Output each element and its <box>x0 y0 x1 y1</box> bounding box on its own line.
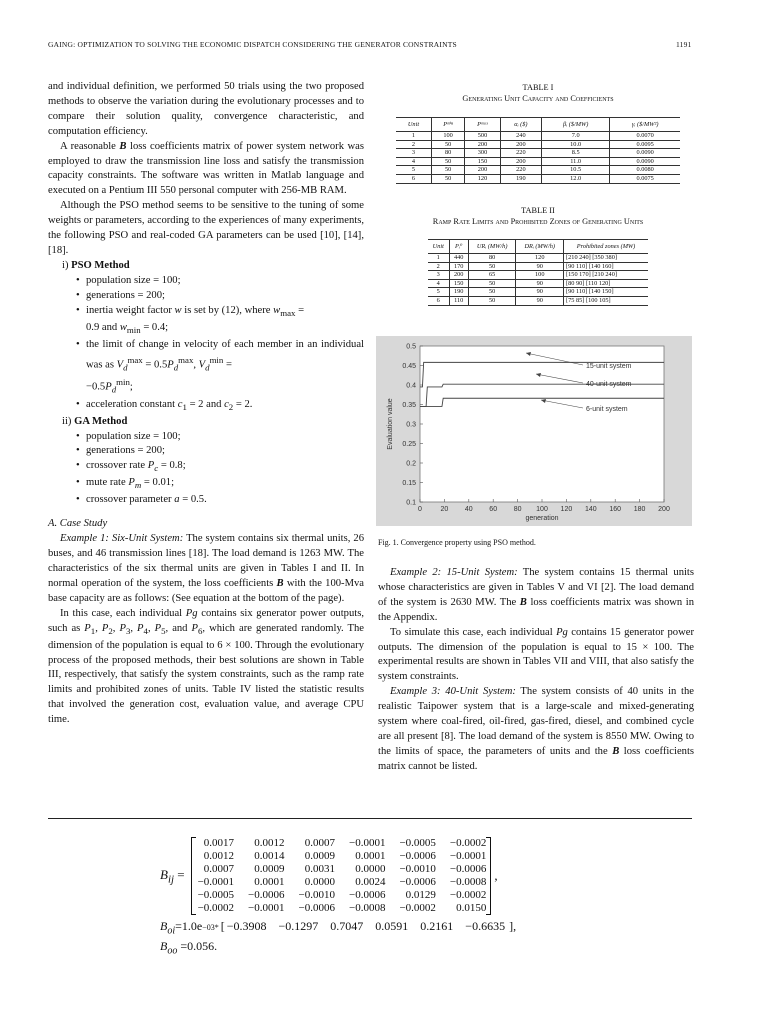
b-matrix-equation: $B_{ij}$ = 0.0017 0.0012 0.0007 −0.0001 −0.0005 −0.0002 0.0012 0.0014 0.0009 0.0001 −0.0006 −0.0001 0.0007 0.0009 0.0031 0.0000 −0.0010 −0.0006 −0.0001 0.0001 0.0000 0.0024 −0.0006 −0.0008 −0.0005 −0.0006 −0.0010 −0.0006 0.0129 −0.0002 −0.0002 −0.0001 −0.0006 −0.0008 −0.0002 0.0150 , $B_{oi}$ =1.0e −03* [ −0.3908 −0.1297 0.7047 0.0591 0.2161 −0.6635 ], $B_{oo} =0.056$. <box>160 837 517 957</box>
matrix-cell: 0.0129 <box>405 889 436 901</box>
table-cell: 220 <box>500 149 541 158</box>
table-cell: 500 <box>465 132 501 141</box>
y-tick-label: 0.25 <box>402 441 416 448</box>
matrix-cell: −0.0001 <box>197 876 235 888</box>
section-title: PSO Method <box>71 259 130 271</box>
page-number: 1191 <box>676 40 692 49</box>
matrix-cell: 0.0009 <box>254 863 285 875</box>
table-cell: [75 85] [100 105] <box>564 296 648 305</box>
table-cell: [150 170] [210 240] <box>564 271 648 280</box>
table-cell: 120 <box>516 254 564 263</box>
table-cell: 110 <box>449 296 468 305</box>
matrix-cell: 0.0007 <box>304 837 335 849</box>
table-cell: 50 <box>431 140 464 149</box>
paragraph: and individual definition, we performed 50 trials using the two proposed methods to observe the variation during the evolutionary processes and to compare their solution quality, convergence characteristic, and computation efficiency. <box>48 81 364 137</box>
table-row <box>428 288 648 297</box>
x-tick-label: 120 <box>560 506 573 513</box>
matrix-row <box>196 863 487 876</box>
matrix-row <box>196 850 487 863</box>
table-cell: 90 <box>516 288 564 297</box>
matrix-cell: −0.0008 <box>348 902 386 914</box>
boi-equation: $B_{oi}$ =1.0e −03* [ −0.3908 −0.1297 0.7047 0.0591 0.2161 −0.6635 ], <box>160 919 517 937</box>
table-cell: 10.0 <box>541 140 609 149</box>
table-row <box>428 279 648 288</box>
boi-value: 0.7047 <box>330 919 364 933</box>
matrix-cell: 0.0031 <box>304 863 335 875</box>
table-cell: 200 <box>500 140 541 149</box>
table-cell: 0.0080 <box>610 166 680 175</box>
table-1 <box>388 82 688 184</box>
paragraph <box>48 140 364 200</box>
table-cell: 300 <box>465 149 501 158</box>
column-header: Prohibited zones (MW) <box>564 240 648 254</box>
boi-value: 0.2161 <box>420 919 454 933</box>
paragraph: In this case, each individual Pg contains six generator power outputs, such as $P_1$, $P_2$, $P_3$, $P_4$, $P_5$, and $P_6$, which are generated randomly. The dimension of the population is equal to 6 × 100. Through the evolutionary process of the proposed methods, their best solutions are shown in Table III, respectively, that satisfy the system constraints, such as the ramp rate limits and prohibited zones of units. Table IV listed the statistic results that involved the generation cost, evaluation value, and average CPU time. <box>48 607 364 726</box>
table-cell: 190 <box>500 174 541 183</box>
y-tick-label: 0.45 <box>402 363 416 370</box>
column-header: Pᵐⁱⁿ <box>431 118 464 132</box>
table-row <box>396 149 680 158</box>
y-tick-label: 0.4 <box>406 382 416 390</box>
matrix-cell: −0.0005 <box>197 889 235 901</box>
table-cell: 2 <box>428 262 449 271</box>
table-cell: 0.0090 <box>610 149 680 158</box>
table-cell: 200 <box>465 140 501 149</box>
subsection-heading: A. Case Study <box>48 518 108 530</box>
list-item: • the limit of change in velocity of each member in an individual was as $V_d^{max} = 0.5P_d^{max}$, $V_d^{min}$ = $-0.5P_d^{min}$; <box>76 338 364 398</box>
column-header: γᵢ ($/MW²) <box>610 118 680 132</box>
table-cell: 170 <box>449 262 468 271</box>
matrix-cell: −0.0001 <box>248 902 285 914</box>
matrix-cell: 0.0150 <box>456 902 487 914</box>
list-item: • inertia weight factor w is set by (12), where $w_{max}$ = 0.9 and $w_{min} = 0.4$; <box>76 304 364 338</box>
table-cell: [90 110] [140 150] <box>564 288 648 297</box>
table-cell: 1 <box>396 132 431 141</box>
table-row <box>428 254 648 263</box>
list-item: • population size = 100; <box>76 430 364 445</box>
column-header: αᵢ ($) <box>500 118 541 132</box>
table-cell: 90 <box>516 296 564 305</box>
matrix-cell: −0.0008 <box>449 876 487 888</box>
matrix-cell: 0.0024 <box>355 876 386 888</box>
table-cell: 5 <box>428 288 449 297</box>
table-cell: 50 <box>468 262 516 271</box>
x-tick-label: 60 <box>489 506 498 513</box>
table-row <box>396 157 680 166</box>
table-cell: 8.5 <box>541 149 609 158</box>
table-row <box>428 262 648 271</box>
table-cell: 65 <box>468 271 516 280</box>
table-cell: 90 <box>516 279 564 288</box>
table-label: TABLE I <box>522 83 554 92</box>
boi-value: −0.3908 <box>226 919 267 933</box>
figure-caption: Fig. 1. Convergence property using PSO method. <box>378 538 536 547</box>
table-cell: 3 <box>428 271 449 280</box>
table-cell: 150 <box>465 157 501 166</box>
table-cell: 5 <box>396 166 431 175</box>
table-cell: 150 <box>449 279 468 288</box>
column-header: URᵢ (MW/h) <box>468 240 516 254</box>
table-cell: 190 <box>449 288 468 297</box>
table-cell: 50 <box>431 157 464 166</box>
separator <box>48 818 692 819</box>
table-cell: 1 <box>428 254 449 263</box>
table-cell: 0.0095 <box>610 140 680 149</box>
list-item: • acceleration constant $c_1 = 2$ and $c_2 = 2$. <box>76 398 364 415</box>
section-label: ii) <box>62 415 72 427</box>
matrix-cell: 0.0007 <box>203 863 235 875</box>
pso-parameter-list <box>62 274 364 415</box>
y-axis-label: Evaluation value <box>387 398 394 450</box>
x-tick-label: 100 <box>536 506 548 513</box>
matrix-cell: 0.0001 <box>355 850 386 862</box>
matrix-cell: 0.0012 <box>203 850 235 862</box>
table-cell: 220 <box>500 166 541 175</box>
bij-label: $B_{ij}$ = <box>160 866 185 886</box>
table-cell: 50 <box>468 279 516 288</box>
list-item: • generations = 200; <box>76 289 364 304</box>
table-cell: 0.0090 <box>610 157 680 166</box>
table-cell: 120 <box>465 174 501 183</box>
y-tick-label: 0.15 <box>402 480 416 487</box>
table-cell: 80 <box>468 254 516 263</box>
table-row <box>428 271 648 280</box>
table-row <box>396 132 680 141</box>
matrix <box>191 837 492 915</box>
table-label: TABLE II <box>521 206 555 215</box>
x-tick-label: 200 <box>658 506 670 513</box>
convergence-figure <box>376 336 692 526</box>
matrix-row <box>196 876 487 889</box>
matrix-row <box>196 889 487 902</box>
x-tick-label: 140 <box>584 506 597 513</box>
matrix-cell: 0.0001 <box>254 876 285 888</box>
table-cell: 0.0070 <box>636 132 654 139</box>
table-cell: 11.0 <box>541 157 609 166</box>
table-cell: 100 <box>516 271 564 280</box>
x-tick-label: 180 <box>633 506 646 513</box>
y-tick-label: 0.5 <box>406 343 416 351</box>
text: A reasonable <box>60 140 116 152</box>
column-header: Pᵐᵃˣ <box>465 118 501 132</box>
table-2 <box>388 205 688 306</box>
series-label: 40-unit system <box>586 381 632 388</box>
paragraph: Example 2: 15-Unit System: The system contains 15 thermal units whose characteristics are given in Tables V and VI [2]. The load demand of the system is 2630 MW. The B loss coefficients matrix was shown in the Appendix. <box>378 567 695 623</box>
list-item: • crossover rate $P_c = 0.8$; <box>76 459 364 476</box>
matrix-cell: −0.0006 <box>348 889 386 901</box>
matrix-cell: −0.0002 <box>197 902 235 914</box>
running-title: GAING: OPTIMIZATION TO SOLVING THE ECONOMIC DISPATCH CONSIDERING THE GENERATOR CONSTRAINTS <box>48 40 457 49</box>
paragraph: Example 3: 40-Unit System: The system consists of 40 units in the realistic Taipower system that is a large-scale and mixed-generating system where coal-fired, oil-fired, gas-fired, diesel, and combined cycle are all present [8]. The load demand of the system is 8550 MW. Owing to the limits of space, the parameters of units and the B loss coefficients matrix cannot be listed. <box>378 686 695 772</box>
table-cell: [90 110] [140 160] <box>564 262 648 271</box>
table-cell: 100 <box>431 132 464 141</box>
matrix-cell: 0.0000 <box>304 876 335 888</box>
section-title: GA Method <box>74 415 128 427</box>
table-row <box>428 296 648 305</box>
matrix-cell: −0.0010 <box>298 889 335 901</box>
table-row <box>396 140 680 149</box>
x-tick-label: 0 <box>418 506 422 513</box>
table-cell: 440 <box>449 254 468 263</box>
matrix-cell: 0.0009 <box>304 850 335 862</box>
table-cell: 0.0075 <box>610 174 680 183</box>
table-cell: 3 <box>396 149 431 158</box>
list-item: • crossover parameter a = 0.5. <box>76 493 364 508</box>
matrix-cell: −0.0002 <box>449 889 487 901</box>
matrix-cell: −0.0006 <box>248 889 285 901</box>
matrix-cell: 0.0012 <box>254 837 285 849</box>
matrix-cell: −0.0001 <box>348 837 386 849</box>
table-row <box>396 166 680 175</box>
list-item: • population size = 100; <box>76 274 364 289</box>
table-cell: 50 <box>431 166 464 175</box>
series-label: 15-unit system <box>586 363 632 370</box>
table-cell: 12.0 <box>541 174 609 183</box>
matrix-cell: −0.0002 <box>449 837 487 849</box>
table-cell: 2 <box>396 140 431 149</box>
table-title: Ramp Rate Limits and Prohibited Zones of Generating Units <box>432 217 644 226</box>
series-label: 6-unit system <box>586 406 628 413</box>
pso-section <box>48 259 364 508</box>
table-cell: 6 <box>396 174 431 183</box>
math-symbol: B <box>119 140 127 152</box>
column-header: Unit <box>396 118 431 132</box>
table-row <box>396 174 680 183</box>
table-cell: 200 <box>465 166 501 175</box>
boi-value: 0.0591 <box>375 919 409 933</box>
table-cell: 6 <box>428 296 449 305</box>
paragraph: Although the PSO method seems to be sensitive to the tuning of some weights or parameters, according to the experiences of many experiments, the following PSO and real-coded GA parameters can be used [10], [14], [18]. <box>48 200 364 256</box>
table-cell: [210 240] [350 380] <box>566 254 617 261</box>
table-cell: 90 <box>516 262 564 271</box>
list-item: • generations = 200; <box>76 444 364 459</box>
matrix-cell: −0.0001 <box>449 850 487 862</box>
x-tick-label: 40 <box>464 506 473 513</box>
data-table <box>396 117 680 184</box>
column-header: Unit <box>428 240 449 254</box>
boo-equation: $B_{oo} =0.056$. <box>160 939 218 957</box>
column-header: DRᵢ (MW/h) <box>516 240 564 254</box>
x-tick-label: 20 <box>440 506 449 513</box>
table-cell: 50 <box>431 174 464 183</box>
matrix-cell: −0.0010 <box>399 863 436 875</box>
table-cell: 80 <box>431 149 464 158</box>
table-cell: 50 <box>468 296 516 305</box>
matrix-row <box>196 902 487 915</box>
data-table <box>428 239 648 306</box>
table-cell: [80 90] [110 120] <box>564 279 648 288</box>
column-header: Pᵢ⁰ <box>449 240 468 254</box>
matrix-cell: 0.0000 <box>355 863 386 875</box>
table-cell: 200 <box>449 271 468 280</box>
y-tick-label: 0.3 <box>406 421 416 429</box>
table-cell: 200 <box>500 157 541 166</box>
list-item: • mute rate $P_m = 0.01$; <box>76 476 364 493</box>
matrix-cell: 0.0014 <box>254 850 285 862</box>
paragraph: Example 1: Six-Unit System: The system contains six thermal units, 26 buses, and 46 transmission lines [18]. The load demand is 1263 MW. The characteristics of the six thermal units are given in Tables I and II. In normal operation of the system, the loss coefficients B with the 100-Mva base capacity are as follows: (See equation at the bottom of the page). <box>48 533 365 604</box>
matrix-cell: −0.0006 <box>298 902 335 914</box>
y-tick-label: 0.1 <box>406 499 416 507</box>
matrix-cell: −0.0006 <box>399 850 436 862</box>
y-tick-label: 0.35 <box>402 402 416 409</box>
table-cell: 7.0 <box>541 132 609 141</box>
table-title: Generating Unit Capacity and Coefficients <box>462 94 614 103</box>
paragraph: To simulate this case, each individual Pg contains 15 generator power outputs. The dimension of the population is equal to 15 × 100. The experimental results are shown in Tables VII and VIII, that also satisfy the system constraints. <box>378 626 694 683</box>
boi-value: −0.1297 <box>278 919 319 933</box>
matrix-cell: −0.0002 <box>399 902 436 914</box>
ga-parameter-list <box>62 430 364 509</box>
table-cell: 4 <box>428 279 449 288</box>
boi-value: −0.6635 <box>465 919 506 933</box>
table-cell: 240 <box>500 132 541 141</box>
column-header: βᵢ ($/MW) <box>541 118 609 132</box>
matrix-cell: −0.0005 <box>399 837 436 849</box>
matrix-cell: −0.0006 <box>399 876 436 888</box>
x-tick-label: 160 <box>609 506 622 513</box>
right-column <box>378 566 694 775</box>
section-label: i) <box>62 259 69 271</box>
x-axis-label: generation <box>525 515 559 522</box>
left-column <box>48 80 364 728</box>
table-cell: 4 <box>396 157 431 166</box>
y-tick-label: 0.2 <box>406 460 416 468</box>
matrix-cell: 0.0017 <box>203 837 235 849</box>
table-cell: 50 <box>468 288 516 297</box>
x-tick-label: 80 <box>513 506 522 513</box>
matrix-cell: −0.0006 <box>449 863 487 875</box>
table-cell: 10.5 <box>541 166 609 175</box>
matrix-row <box>196 837 487 850</box>
text: loss coefficients matrix of power system network was employed to draw the transmission line loss and satisfy the transmission capacity constraints. The software was written in Matlab language and executed on a Pentium III 550 personal computer with 256-MB RAM. <box>48 140 364 197</box>
convergence-chart <box>376 336 692 526</box>
